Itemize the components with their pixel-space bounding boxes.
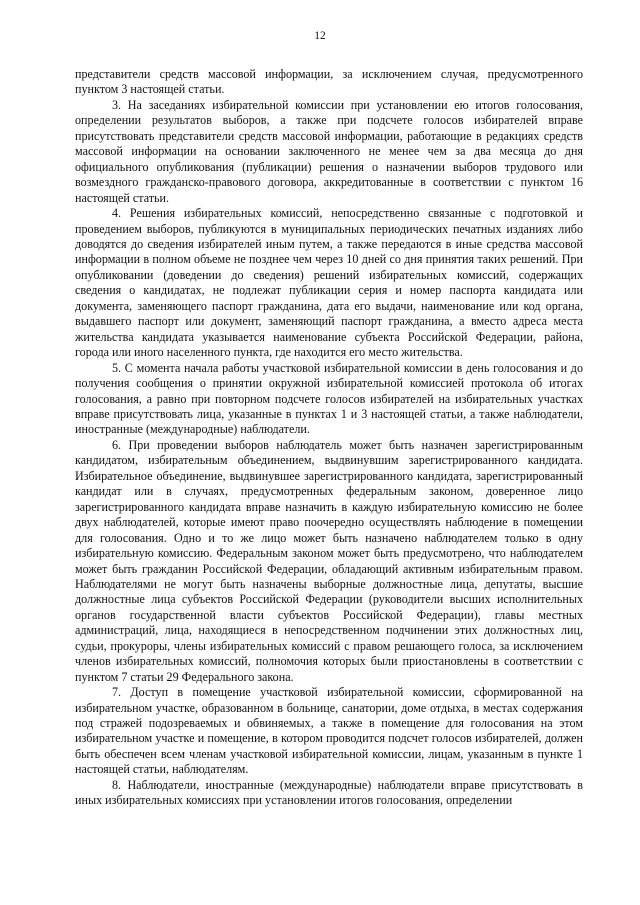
paragraph-item-8: 8. Наблюдатели, иностранные (международные) наблюдатели вправе присутствовать в иных избирательных комиссиях при установлении итогов голосования, определении	[75, 777, 583, 808]
paragraph-item-7: 7. Доступ в помещение участковой избирательной комиссии, сформированной на избирательном участке, образованном в больнице, санатории, доме отдыха, в местах содержания под стражей подозреваемых и обвиняемых, а также в помещение для голосования на этом избирательном участке и помещение, в котором проводится подсчет голосов избирателей, должен быть обеспечен всем членам участковой избирательной комиссии, лицам, указанным в пункте 1 настоящей статьи, наблюдателям.	[75, 685, 583, 777]
paragraph-item-6: 6. При проведении выборов наблюдатель может быть назначен зарегистрированным кандидатом, избирательным объединением, выдвинувшим зарегистрированного кандидата. Избирательное объединение, выдвинувшее зарегистрированного кандидата, зарегистрированный кандидат или в случаях, предусмотренных федеральным законом, доверенное лицо зарегистрированного кандидата вправе назначить в каждую избирательную комиссию не более двух наблюдателей, которые имеют право поочередно осуществлять наблюдение в помещении для голосования. Одно и то же лицо может быть назначено наблюдателем только в одну избирательную комиссию. Федеральным законом может быть предусмотрено, что наблюдателем может быть гражданин Российской Федерации, обладающий активным избирательным правом. Наблюдателями не могут быть назначены выборные должностные лица, депутаты, высшие должностные лица субъектов Российской Федерации (руководители высших исполнительных органов государственной власти субъектов Российской Федерации), главы местных администраций, лица, находящиеся в непосредственном подчинении этих должностных лиц, судьи, прокуроры, члены избирательных комиссий с правом решающего голоса, за исключением членов избирательных комиссий, полномочия которых были приостановлены в соответствии с пунктом 7 статьи 29 Федерального закона.	[75, 437, 583, 684]
body-text	[75, 67, 583, 809]
paragraph-item-4: 4. Решения избирательных комиссий, непосредственно связанные с подготовкой и проведением выборов, публикуются в муниципальных периодических печатных изданиях либо доводятся до сведения избирателей иным путем, а также передаются в иные средства массовой информации в полном объеме не позднее чем через 10 дней со дня принятия таких решений. При опубликовании (доведении до сведения) решений избирательных комиссий, содержащих сведения о кандидатах, не подлежат публикации серия и номер паспорта кандидата или документа, заменяющего паспорт гражданина, дата его выдачи, наименование или код органа, выдавшего паспорт или документ, заменяющий паспорт гражданина, а вместо адреса места жительства кандидата указывается наименование субъекта Российской Федерации, района, города или иного населенного пункта, где находится его место жительства.	[75, 206, 583, 360]
paragraph-item-5: 5. С момента начала работы участковой избирательной комиссии в день голосования и до получения сообщения о принятии окружной избирательной комиссией протокола об итогах голосования, а равно при повторном подсчете голосов избирателей на избирательных участках вправе присутствовать лица, указанные в пунктах 1 и 3 настоящей статьи, а также наблюдатели, иностранные (международные) наблюдатели.	[75, 360, 583, 437]
page-number: 12	[314, 30, 326, 42]
paragraph-item-3: 3. На заседаниях избирательной комиссии при установлении ею итогов голосования, определении результатов выборов, а также при подсчете голосов избирателей вправе присутствовать представители средств массовой информации, работающие в редакциях средств массовой информации на основании заключенного не менее чем за два месяца до дня официального опубликования (публикации) решения о назначении выборов трудового или возмездного гражданско-правового договора, аккредитованные в соответствии с пунктом 16 настоящей статьи.	[75, 97, 583, 205]
paragraph-continuation: представители средств массовой информации, за исключением случая, предусмотренного пунктом 3 настоящей статьи.	[75, 67, 583, 97]
